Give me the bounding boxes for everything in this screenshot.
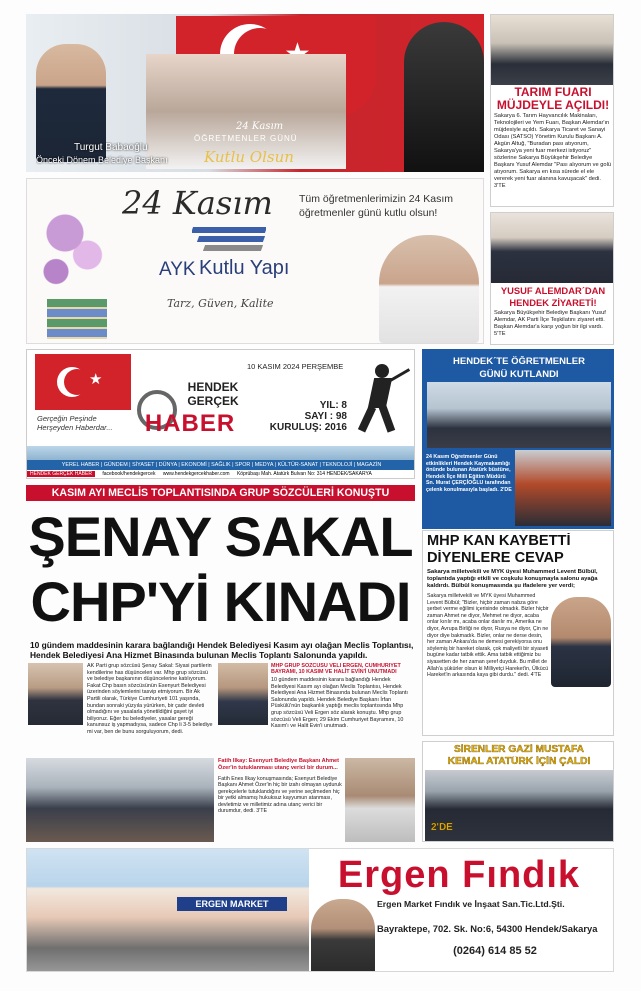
brand-name: Kutlu Yapı xyxy=(199,257,290,279)
sirenler-story xyxy=(422,741,614,842)
sirenler-headline-1: SİRENLER GAZİ MUSTAFA xyxy=(454,744,584,755)
building-icon xyxy=(192,227,266,257)
ergen-subtitle: Ergen Market Fındık ve İnşaat San.Tic.Ltd.Şti. xyxy=(377,899,565,909)
yusuf-story xyxy=(490,212,614,345)
yusuf-body: Sakarya Büyükşehir Belediye Başkanı Yusuf Alemdar, AK Parti İlçe Teşkilatını ziyaret etti. Başkan Alemdar'a karşı yoğun bir ilgi vardı. 5'TE xyxy=(494,310,606,337)
website-link[interactable]: www.hendekgercekhaber.com xyxy=(162,471,230,477)
tarim-body: Sakarya 6. Tarım Hayvancılık Makinaları, Teknolojileri ve Yem Fuarı, Başkan Alemdar'ın müjdesiyle açıldı. Sakarya Ticaret ve Sanayi Odası (SATSO) Yönetim Kurulu Başkanı A. Akgün Altuğ, "Buradan pası atıyorum, Sakarya'ya yeni fuar merkezi istiyoruz" sözlerine Sakarya Büyükşehir Belediye Başkanı Yusuf Alemdar "Pası alıyorum ve golü atıyorum. Sakarya en kısa sürede el ele vererek yeni fuar alanına kavuşacak" dedi. 3'TE xyxy=(494,113,611,189)
logo-haber: HABER xyxy=(144,410,236,437)
meclis-photo xyxy=(26,758,214,842)
sakal-photo xyxy=(28,663,83,725)
skyline-strip xyxy=(27,446,415,460)
flower-illustration xyxy=(29,189,119,299)
main-col3: Fatih Enes İlkay konuşmasında; Esenyurt Belediye Başkanı Ahmet Özer'in hiç bir izahı olmayan uyduruk gerekçelerle tutuklandığını ve yerine seçilmeden hiç bir yetki almamış hukuksuz kayyumun atanması, devletimiz ve milletimiz adına utanç verici bir durumdur, dedi. 3'TE xyxy=(218,776,342,815)
aykutlu-ad xyxy=(26,178,484,344)
sirenler-headline-2: KEMAL ATATÜRK İÇİN ÇALDI xyxy=(447,756,591,767)
tarim-photo xyxy=(491,15,614,85)
tarim-headline-1: TARIM FUARI xyxy=(514,85,592,99)
masthead xyxy=(26,349,415,479)
section-bar: YEREL HABER | GÜNDEM | SİYASET | DÜNYA | EKONOMİ | SAĞLIK | SPOR | MEDYA | KÜLTÜR-SANAT | TEKNOLOJİ | MAGAZİN xyxy=(27,460,415,470)
main-kicker: KASIM AYI MECLİS TOPLANTISINDA GRUP SÖZCÜLERİ KONUŞTU xyxy=(26,485,415,501)
bar-left: HENDEK GERÇEK HABER xyxy=(27,471,95,477)
mayor-title: Önceki Dönem Belediye Başkanı xyxy=(36,155,168,165)
ergen-title: Ergen Fındık xyxy=(337,855,581,895)
mhp-story xyxy=(422,530,614,736)
masthead-flag-icon: ★ xyxy=(35,354,131,410)
ataturk-portrait xyxy=(404,22,484,172)
logo-hendek: HENDEK xyxy=(187,380,239,394)
yusuf-photo xyxy=(491,213,614,283)
main-headline-1: ŞENAY SAKAL xyxy=(28,505,413,568)
ogretmen-story xyxy=(422,349,614,529)
brand-ayk: AYK xyxy=(159,259,196,280)
ad-message-1: Tüm öğretmenlerimizin 24 Kasım xyxy=(299,193,454,205)
ogretmen-caption: 24 Kasım Öğretmenler Günü etkinlikleri Hendek Kaymakamlığı önünde bulunan Atatürk büstüne, Hendek İlçe Milli Eğitim Müdürü Sn. Murat ÇERÇİOĞLU tarafından çelenk konulmasıyla başladı. 2'DE xyxy=(426,454,512,493)
books-illustration xyxy=(47,299,107,339)
ad-slogan: Tarz, Güven, Kalite xyxy=(167,297,274,310)
issue-founded: KURULUŞ: 2016 xyxy=(269,422,347,433)
tagline-2: Herşeyden Haberdar... xyxy=(37,423,113,432)
banner-date: 24 Kasım xyxy=(236,121,284,132)
main-headline-2: CHP'Yİ KINADI xyxy=(30,570,411,633)
ergen-veli-photo xyxy=(218,663,268,725)
issue-year: YIL: 8 xyxy=(319,400,347,411)
issue-date: 10 KASIM 2024 PERŞEMBE xyxy=(247,362,344,371)
ogretmen-headline-1: HENDEK´TE ÖĞRETMENLER xyxy=(453,356,585,367)
yusuf-headline-2: HENDEK ZİYARETİ! xyxy=(509,297,597,308)
ergen-address: Bayraktepe, 702. Sk. No:6, 54300 Hendek/Sakarya xyxy=(377,923,598,934)
facebook-link[interactable]: facebook/hendekgercek xyxy=(102,471,156,477)
ad-date-script: 24 Kasım xyxy=(122,185,273,221)
mhp-body: Sakarya milletvekili ve MYK üyesi Muhammed Levent Bülbül; "Bizler, hiçbir zaman nabza göre şerbet verme eğilimi içerisinde olmadık. Bizler hiçbir zaman Ahmet ne diyor, Mehmet ne diyor, acaba onlar kırılır mı, acaba onlar darılır mı, Amerika ne diyor, Avrupa Birliği ne diyor, Rusya ne diyor, Çin ne diyor diye bakmadık. Bizler, onlar ne derse desin, her zaman Ankara'da ne demesi gerekiyorsa onu söylemiş bir hareket olarak, çok maliyetli bir siyaseti bugüne kadar tatbik ettik. Ama tatbik ettiğimiz bu siyasetten de her zaman şeref duyduk. Bu millet de Allah'a şükürler olsun ki Milliyetçi Hareket'in, Ülkücü Hareket'in arkasında kaya gibi durdu." dedi. 4'TE xyxy=(427,593,549,679)
teachers-day-banner xyxy=(26,14,484,172)
tarim-headline-2: MÜJDEYLE AÇILDI! xyxy=(496,98,610,112)
mhp-headline-1: MHP KAN KAYBETTİ xyxy=(427,533,571,549)
main-col2-kicker: MHP GRUP SÖZCÜSÜ VELİ ERGEN, CUMHURİYET BAYRAMI, 10 KASIM VE HALİT EVİN'İ UNUTMADI xyxy=(271,663,401,676)
ilkay-photo xyxy=(345,758,415,842)
mhp-deck: Sakarya milletvekili ve MYK üyesi Muhammed Levent Bülbül, toplantıda yaptığı etkili ve coşkulu konuşmayla salonu ayağa kaldırdı. Bülbül konuşmasında şu ifadelere yer verdi; xyxy=(427,569,598,589)
ergen-phone[interactable]: (0264) 614 85 52 xyxy=(453,945,537,957)
tarim-story xyxy=(490,14,614,207)
issue-number: SAYI : 98 xyxy=(304,411,347,422)
soldier-illustration xyxy=(357,360,412,440)
banner-day: ÖĞRETMENLER GÜNÜ xyxy=(194,134,298,143)
main-col2: 10 gündem maddesinin karara bağlandığı Hendek Belediyesi Kasım ayı olağan Meclis Toplantısı, Hendek Belediyesi Ana Hizmet Binasında bulunan Meclis Toplantı Salonunda yapıldı. Hendek Belediye Başkanı İrfan Püskülü'nün başkanlık yaptığı meclis toplantısında Mhp grup sözcüsü Veli Ergen söz alarak konuştu. Mhp grup sözcüsü Veli Ergen; 29 Ekim Cumhuriyet Bayramını, 10 Kasım'ı ve Halit Evin'i unutmadı. xyxy=(271,677,408,730)
main-col3-kicker: Fatih İlkay: Esenyurt Belediye Başkanı Ahmet Özer'in tutuklanması utanç verici bir durum... xyxy=(218,758,340,771)
mhp-headline-2: DİYENLERE CEVAP xyxy=(427,550,564,566)
ogretmen-photo-top xyxy=(427,382,611,448)
ergen-store-sign: ERGEN MARKET xyxy=(177,897,287,911)
main-col1: AK Parti grup sözcüsü Şenay Sakal: Siyasi partilerin kendilerine has düşünceleri var. Mhp grup sözcüsü ve belediye başkanının düşüncelerine katılıyorum. Fakat Chp basın sözcüsünün Esenyurt Belediyesi üzerinden söylemlerini tasvip etmiyorum. Bir Ak Partili olarak, Türkiye Cumhuriyeti 101 yaşında, bundan sonraki yüzyıla yürürken, bir çadır devleti olmadığını ve yasalarla yönetildiğini gayet iyi biliyoruz. Eğer bu belediyeler, yasalar gereği kanunsuz iş yapmadıysa, sadece Chp li 3-5 belediye mi var, ben de bunu sorguluyorum, dedi. xyxy=(87,663,213,735)
address-line: Köprübaşı Mah. Atatürk Bulvarı No: 314 HENDEK/SAKARYA xyxy=(236,471,372,477)
yusuf-headline-1: YUSUF ALEMDAR´DAN xyxy=(500,285,606,296)
banner-greeting: Kutlu Olsun xyxy=(204,148,294,166)
ergen-title-bar xyxy=(309,855,614,895)
ergen-ad xyxy=(26,848,614,972)
tagline-1: Gerçeğin Peşinde xyxy=(37,414,97,423)
info-bar xyxy=(27,470,415,479)
logo-gercek: GERÇEK xyxy=(187,394,239,408)
main-deck: 10 gündem maddesinin karara bağlandığı Hendek Belediyesi Kasım ayı olağan Meclis Toplantısı, Hendek Belediyesi Ana Hizmet Binasında bulunan Meclis Toplantı Salonunda yapıldı. xyxy=(30,640,414,660)
ogretmen-photo-bottom xyxy=(515,450,611,526)
ergen-person-photo xyxy=(311,899,375,972)
ad-person-photo xyxy=(379,235,479,343)
sirenler-ref: 2'DE xyxy=(431,822,453,833)
bulbul-photo xyxy=(551,597,611,687)
mayor-name: Turgut Babaoğlu xyxy=(74,142,148,153)
ad-message-2: öğretmenler günü kutlu olsun! xyxy=(299,207,438,219)
ogretmen-headline-2: GÜNÜ KUTLANDI xyxy=(479,369,559,380)
